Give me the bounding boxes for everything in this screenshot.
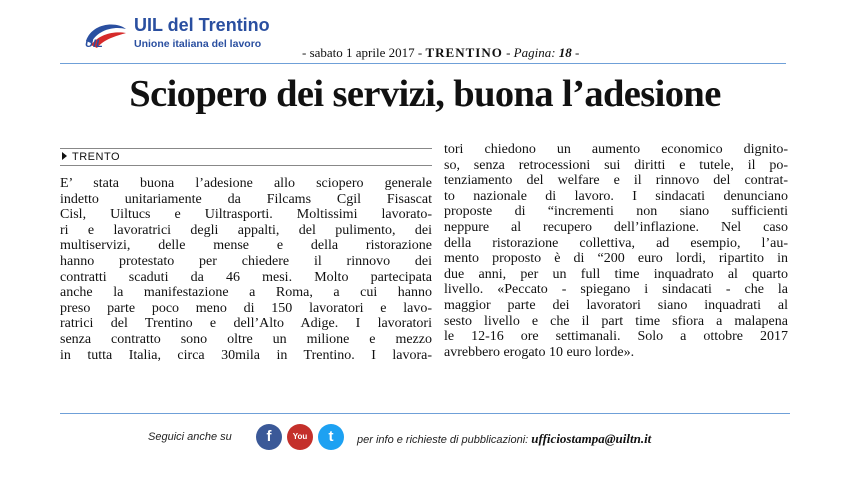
article-headline: Sciopero dei servizi, buona l’adesione [129, 73, 721, 115]
text-line: anche la manifestazione a Roma, a cui hanno [60, 285, 432, 301]
kicker-top-rule [60, 148, 432, 149]
uil-logo-icon [82, 20, 128, 50]
text-line: maggior parte dei lavoratori siano inquadrati al [444, 297, 788, 313]
text-line: proposte di “incrementi non siano sufficienti [444, 204, 788, 220]
kicker-bottom-rule [60, 165, 432, 166]
page-label: - Pagina: [506, 45, 556, 60]
article-column-left [60, 176, 432, 363]
facebook-glyph: f [266, 428, 272, 445]
text-line: le 12-16 ore settimanali. Solo a ottobre 2017 [444, 329, 788, 345]
facebook-icon[interactable] [256, 424, 282, 450]
logo-text: UIL [85, 38, 103, 50]
publication-name: TRENTINO [425, 45, 503, 60]
text-line: to nazionale di lavoro. I sindacati denunciano [444, 188, 788, 204]
text-line: senza contratto sono oltre un milione e mezzo [60, 331, 432, 347]
org-subtitle: Unione italiana del lavoro [134, 38, 262, 50]
text-line: neppure al recupero dell’inflazione. Nel caso [444, 219, 788, 235]
text-line: multiservizi, delle mense e della ristorazione [60, 238, 432, 254]
youtube-glyph: You Tube [290, 432, 310, 467]
kicker-arrow-icon [62, 152, 67, 160]
text-line: ri e lavoratrici degli appalti, del pulimento, dei [60, 222, 432, 238]
text-line: livello. «Peccato - spiegano i sindacati - che la [444, 282, 788, 298]
twitter-glyph: t [328, 428, 334, 445]
text-line: tenziamento del welfare e il rinnovo del contrat- [444, 173, 788, 189]
org-name: UIL del Trentino [134, 15, 270, 35]
text-line: preso parte poco meno di 150 lavoratori e lavo- [60, 300, 432, 316]
text-line: della ristorazione collettiva, ad esempio, l’au- [444, 235, 788, 251]
text-line: avrebbero erogato 10 euro lorde». [444, 344, 635, 360]
dateline [302, 45, 579, 61]
follow-label: Seguici anche su [148, 431, 232, 443]
text-line: in tutta Italia, circa 30mila in Trentino. I lavora- [60, 347, 432, 363]
text-line: E’ stata buona l’adesione allo sciopero generale [60, 176, 432, 191]
info-line [357, 431, 651, 447]
info-label: per info e richieste di pubblicazioni: [357, 434, 529, 446]
kicker-label: TRENTO [72, 151, 121, 163]
text-line: due anni, per un full time inquadrato al quarto [444, 266, 788, 282]
twitter-icon[interactable] [318, 424, 344, 450]
text-line: tori chiedono un aumento economico dignito- [444, 142, 788, 157]
youtube-icon[interactable] [287, 424, 313, 467]
page-suffix: - [575, 45, 580, 60]
text-line: sesto livello e che il part time sfiora a malapena [444, 313, 788, 329]
date: - sabato 1 aprile 2017 - [302, 45, 423, 60]
text-line: Cisl, Uiltucs e Uiltrasporti. Moltissimi lavorato- [60, 207, 432, 223]
text-line: ratrici del Trentino e dell’Alto Adige. I lavoratori [60, 316, 432, 332]
footer-divider [60, 413, 790, 414]
text-line: hanno protestato per chiedere il rinnovo dei [60, 253, 432, 269]
text-line: mento proposto è di “200 euro lordi, ripartito in [444, 251, 788, 267]
text-line: so, senza retrocessioni sui diritti e tutele, il po- [444, 157, 788, 173]
email-link[interactable]: ufficiostampa@uiltn.it [531, 431, 652, 446]
header-divider [60, 63, 786, 64]
text-line: indetto unitariamente da Filcams Cgil Fisascat [60, 191, 432, 207]
page-number: 18 [558, 45, 572, 60]
text-line: contratti scaduti da 46 mesi. Molto partecipata [60, 269, 432, 285]
kicker [62, 151, 120, 163]
article-column-right [444, 142, 788, 360]
